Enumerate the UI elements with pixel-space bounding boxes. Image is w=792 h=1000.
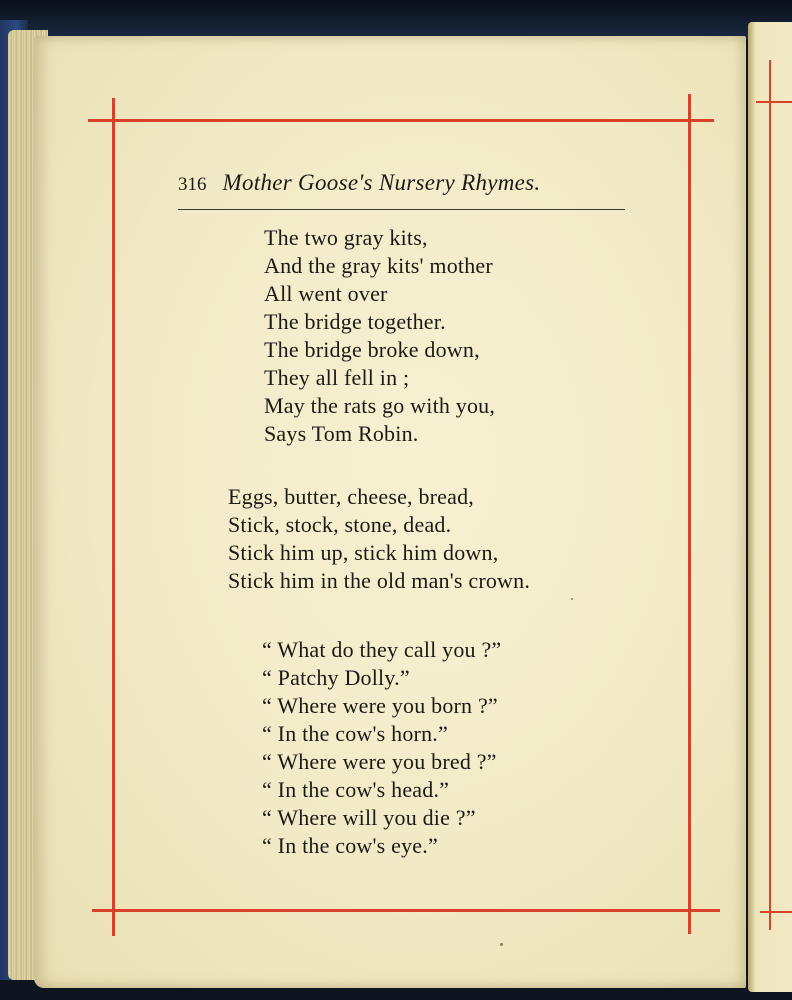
paper-speck <box>500 943 503 946</box>
poem-line: Stick, stock, stone, dead. <box>228 512 452 537</box>
book-cover-top <box>0 0 792 40</box>
poem-line: The bridge together. <box>264 309 446 334</box>
page-header <box>178 170 628 196</box>
facing-page-border-rule-top <box>756 101 792 103</box>
poem-line: And the gray kits' mother <box>264 253 493 278</box>
poem-line: “ Patchy Dolly.” <box>262 665 410 690</box>
header-divider <box>178 209 625 210</box>
border-rule-right <box>688 94 691 934</box>
poem-line: “ In the cow's head.” <box>262 777 450 802</box>
border-rule-left <box>112 98 115 936</box>
poem-line: May the rats go with you, <box>264 393 496 418</box>
poem-line: They all fell in ; <box>264 365 410 390</box>
poem-two-gray-kits <box>264 224 495 448</box>
poem-line: “ What do they call you ?” <box>262 637 502 662</box>
poem-line: Says Tom Robin. <box>264 421 419 446</box>
poem-line: Eggs, butter, cheese, bread, <box>228 484 475 509</box>
poem-line: “ In the cow's horn.” <box>262 721 448 746</box>
poem-line: Stick him in the old man's crown. <box>228 568 531 593</box>
poem-line: All went over <box>264 281 388 306</box>
poem-line: “ Where were you bred ?” <box>262 749 497 774</box>
poem-line: “ Where will you die ?” <box>262 805 476 830</box>
poem-line: “ Where were you born ?” <box>262 693 498 718</box>
running-title: Mother Goose's Nursery Rhymes. <box>222 170 541 195</box>
poem-patchy-dolly <box>262 636 501 860</box>
poem-line: Stick him up, stick him down, <box>228 540 499 565</box>
page-number: 316 <box>178 174 207 195</box>
paper-speck <box>571 598 573 600</box>
poem-line: The bridge broke down, <box>264 337 480 362</box>
border-rule-bottom <box>92 909 720 912</box>
border-rule-top <box>88 119 714 122</box>
poem-line: The two gray kits, <box>264 225 428 250</box>
poem-eggs-butter <box>228 483 530 595</box>
facing-page-border-rule-bottom <box>760 911 792 913</box>
facing-page-border-rule <box>769 60 771 930</box>
poem-line: “ In the cow's eye.” <box>262 833 438 858</box>
